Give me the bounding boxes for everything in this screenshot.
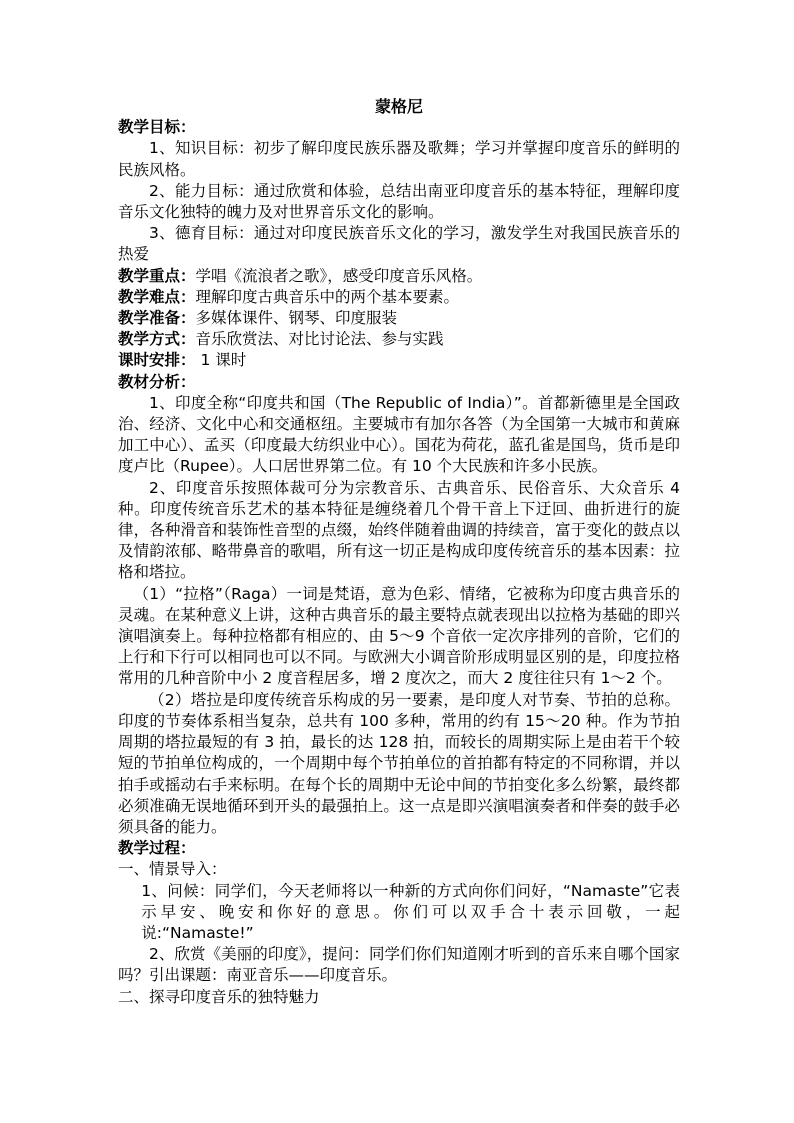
method-text: 音乐欣赏法、对比讨论法、参与实践 [195, 330, 444, 349]
preparation-label: 教学准备： [118, 309, 196, 328]
difficulty-label: 教学难点： [118, 287, 196, 306]
section-2-heading: 二、探寻印度音乐的独特魅力 [118, 987, 320, 1006]
objectives-heading: 教学目标： [118, 118, 196, 137]
objective-3: 3、德育目标：通过对印度民族音乐文化的学习，激发学生对我国民族音乐的热爱 [118, 224, 680, 264]
method-line [118, 329, 680, 350]
document-page [118, 96, 680, 1008]
key-point-line [118, 266, 680, 287]
preparation-text: 多媒体课件、钢琴、印度服装 [195, 309, 398, 328]
analysis-paragraph-2: 2、印度音乐按照体裁可分为宗教音乐、古典音乐、民俗音乐、大众音乐 4 种。印度传统音乐艺术的基本特征是缠绕着几个骨干音上下迂回、曲折进行的旋律，各种滑音和装饰性音型的点缀，始终伴随着曲调的持续音，富于变化的鼓点以及情韵浓郁、略带鼻音的歌唱，所有这一切正是构成印度传统音乐的基本因素：拉格和塔拉。 [118, 478, 680, 582]
method-label: 教学方式： [118, 330, 196, 349]
process-heading: 教学过程： [118, 839, 196, 858]
schedule-label: 课时安排： [118, 351, 196, 370]
schedule-text: 1 课时 [195, 351, 247, 370]
key-point-text: 学唱《流浪者之歌》，感受印度音乐风格。 [195, 266, 483, 285]
difficulty-text: 理解印度古典音乐中的两个基本要素。 [195, 287, 460, 306]
page-title: 蒙格尼 [374, 97, 423, 116]
preparation-line [118, 308, 680, 329]
objective-1: 1、知识目标：初步了解印度民族乐器及歌舞；学习并掌握印度音乐的鲜明的民族风格。 [118, 139, 680, 179]
objective-2: 2、能力目标：通过欣赏和体验，总结出南亚印度音乐的基本特征，理解印度音乐文化独特的魄力及对世界音乐文化的影响。 [118, 181, 680, 222]
section-1-heading: 一、情景导入： [118, 860, 227, 879]
analysis-paragraph-1: 1、印度全称“印度共和国（The Republic of India）”。首都新德里是全国政治、经济、文化中心和交通枢纽。主要城市有加尔各答（为全国第一大城市和黄麻加工中心）、孟买（印度最大纺织业中心）。国花为荷花，蓝孔雀是国鸟，货币是印度卢比（Rupee）。人口居世界第二位。有 10 个大民族和许多小民族。 [118, 393, 680, 476]
step-1: 1、问候：同学们，今天老师将以一种新的方式向你们问好，“Namaste”它表示早安、晚安和你好的意思。你们可以双手合十表示回敬，一起说:“Namaste!” [141, 881, 680, 942]
analysis-heading: 教材分析： [118, 372, 196, 391]
difficulty-line [118, 287, 680, 308]
analysis-paragraph-3: （1）“拉格”（Raga）一词是梵语，意为色彩、情绪，它被称为印度古典音乐的灵魂。在某种意义上讲，这种古典音乐的最主要特点就表现出以拉格为基础的即兴演唱演奏上。每种拉格都有相应的、由 5～9 个音依一定次序排列的音阶，它们的上行和下行可以相同也可以不同。与欧洲大小调音阶形成明显区别的是，印度拉格常用的几种音阶中小 2 度音程居多，增 2 度次之，而大 2 度往往只有 1～2 个。 [118, 584, 680, 688]
schedule-line [118, 350, 680, 371]
step-2: 2、欣赏《美丽的印度》，提问：同学们你们知道刚才听到的音乐来自哪个国家吗？引出课题：南亚音乐——印度音乐。 [118, 945, 680, 985]
key-point-label: 教学重点： [118, 266, 196, 285]
analysis-paragraph-4: （2）塔拉是印度传统音乐构成的另一要素，是印度人对节奏、节拍的总称。印度的节奏体系相当复杂，总共有 100 多种，常用的约有 15～20 种。作为节拍周期的塔拉最短的有 3 拍，最长的达 128 拍，而较长的周期实际上是由若干个较短的节拍单位构成的，一个周期中每个节拍单位的首拍都有特定的不同称谓，并以拍手或摇动右手来标明。在每个长的周期中无论中间的节拍变化多么纷繁，最终都必须准确无误地循环到开头的最强拍上。这一点是即兴演唱演奏者和伴奏的鼓手必须具备的能力。 [118, 690, 680, 836]
